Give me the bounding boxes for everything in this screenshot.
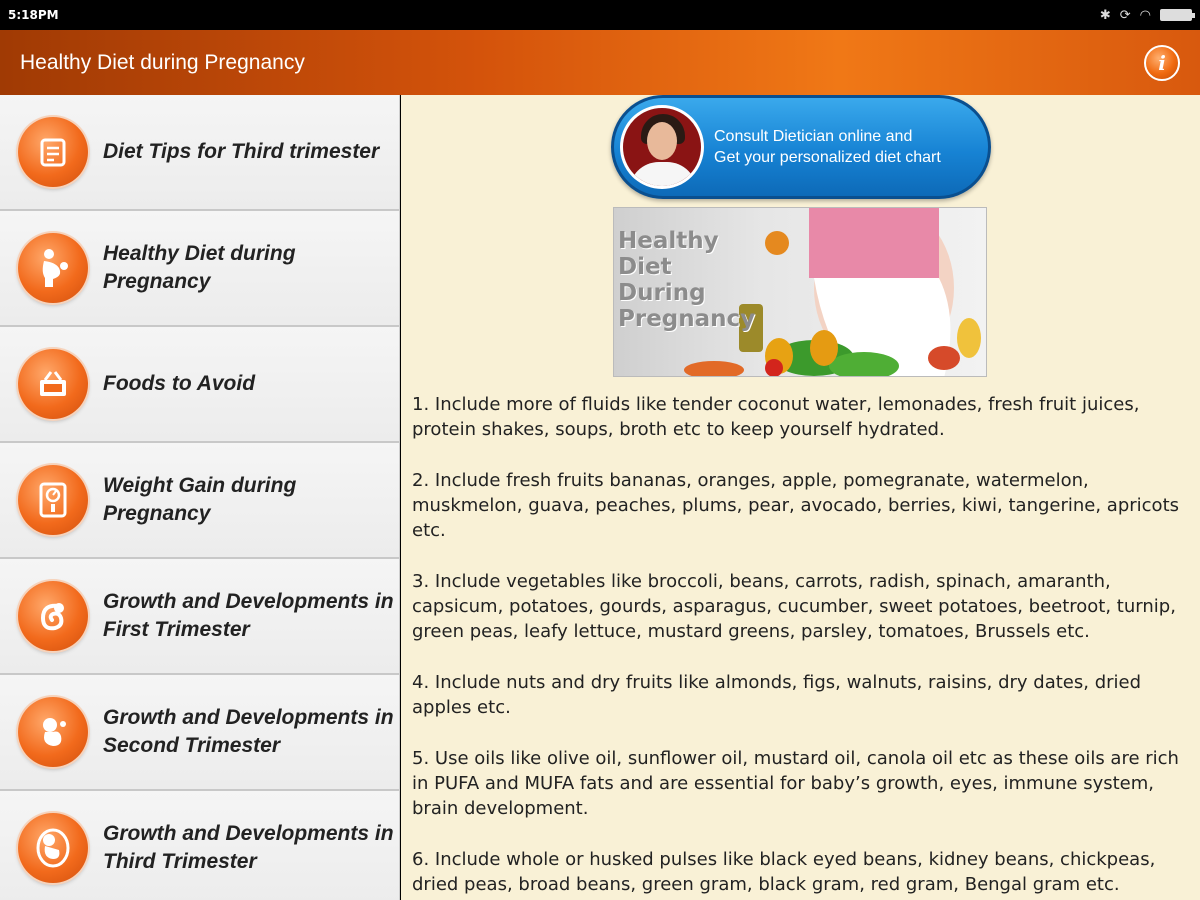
hero-title (618, 228, 755, 332)
status-bar (0, 0, 1200, 30)
hero-line: Pregnancy (618, 306, 756, 332)
dietician-avatar (620, 105, 704, 189)
bluetooth-icon: ✱ (1099, 7, 1111, 23)
article-paragraph: 6. Include whole or husked pulses like black eyed beans, kidney beans, chickpeas, dried peas, broad beans, green gram, black gram, red gram, Bengal gram etc. (412, 849, 1156, 895)
embryo-icon (18, 581, 88, 651)
article-paragraph: 1. Include more of fluids like tender coconut water, lemonades, fresh fruit juices, protein shakes, soups, broth etc to keep yourself hydrated. (412, 394, 1140, 440)
fetus-icon (18, 697, 88, 767)
sidebar-item-first-trimester[interactable] (0, 559, 399, 675)
consult-line-1: Consult Dietician online and (714, 128, 913, 145)
sidebar-item-label: Diet Tips for Third trimester (103, 140, 380, 163)
article-paragraph: 2. Include fresh fruits bananas, oranges, apple, pomegranate, watermelon, muskmelon, guava, peaches, plums, pear, avocado, berries, kiwi, tangerine, apricots etc. (412, 470, 1180, 541)
battery-icon (1160, 9, 1192, 21)
sidebar (0, 95, 400, 900)
consult-dietician-banner[interactable] (611, 95, 991, 199)
status-time: 5:18PM (8, 8, 59, 22)
info-icon: i (1158, 50, 1166, 75)
sidebar-item-label: Growth and Developments in First Trimester (103, 590, 394, 641)
hero-line: Healthy (618, 228, 719, 254)
rotation-icon: ⟳ (1119, 7, 1131, 23)
sidebar-item-label: Growth and Developments in Second Trimester (103, 706, 394, 757)
info-button[interactable] (1144, 45, 1180, 81)
pregnant-woman-icon (18, 233, 88, 303)
baby-in-womb-icon (18, 813, 88, 883)
sidebar-item-label: Growth and Developments in Third Trimester (103, 822, 394, 873)
status-icons (1100, 8, 1192, 23)
food-basket-icon (18, 349, 88, 419)
diet-tips-icon (18, 117, 88, 187)
hero-line: During (618, 280, 706, 306)
sidebar-item-label: Healthy Diet during Pregnancy (103, 242, 296, 293)
page-title: Healthy Diet during Pregnancy (20, 50, 305, 74)
hero-line: Diet (618, 254, 672, 280)
article-paragraph: 3. Include vegetables like broccoli, beans, carrots, radish, spinach, amaranth, capsicum, potatoes, gourds, asparagus, cucumber, sweet potatoes, beetroot, turnip, green peas, leafy lettuce, mustard greens, parsley, tomatoes, Brussels etc. (412, 571, 1176, 642)
consult-line-2: Get your personalized diet chart (714, 149, 941, 166)
weighing-scale-icon (18, 465, 88, 535)
sidebar-item-second-trimester[interactable] (0, 675, 399, 791)
article-body (412, 392, 1192, 900)
wifi-icon: ◠ (1139, 7, 1151, 23)
sidebar-item-label: Weight Gain during Pregnancy (103, 474, 297, 525)
sidebar-item-foods-to-avoid[interactable] (0, 327, 399, 443)
hero-image (613, 207, 987, 377)
sidebar-item-label: Foods to Avoid (103, 372, 256, 395)
sidebar-item-healthy-diet[interactable] (0, 211, 399, 327)
sidebar-item-third-trimester[interactable] (0, 791, 399, 900)
sidebar-item-diet-tips-third-trimester[interactable] (0, 95, 399, 211)
article-paragraph: 4. Include nuts and dry fruits like almonds, figs, walnuts, raisins, dry dates, dried apples etc. (412, 672, 1142, 718)
main-content (401, 95, 1200, 900)
article-paragraph: 5. Use oils like olive oil, sunflower oil, mustard oil, canola oil etc as these oils are rich in PUFA and MUFA fats and are essential for baby’s growth, eyes, immune system, brain development. (412, 748, 1179, 819)
consult-banner-text (714, 126, 941, 168)
app-bar (0, 30, 1200, 95)
sidebar-item-weight-gain[interactable] (0, 443, 399, 559)
